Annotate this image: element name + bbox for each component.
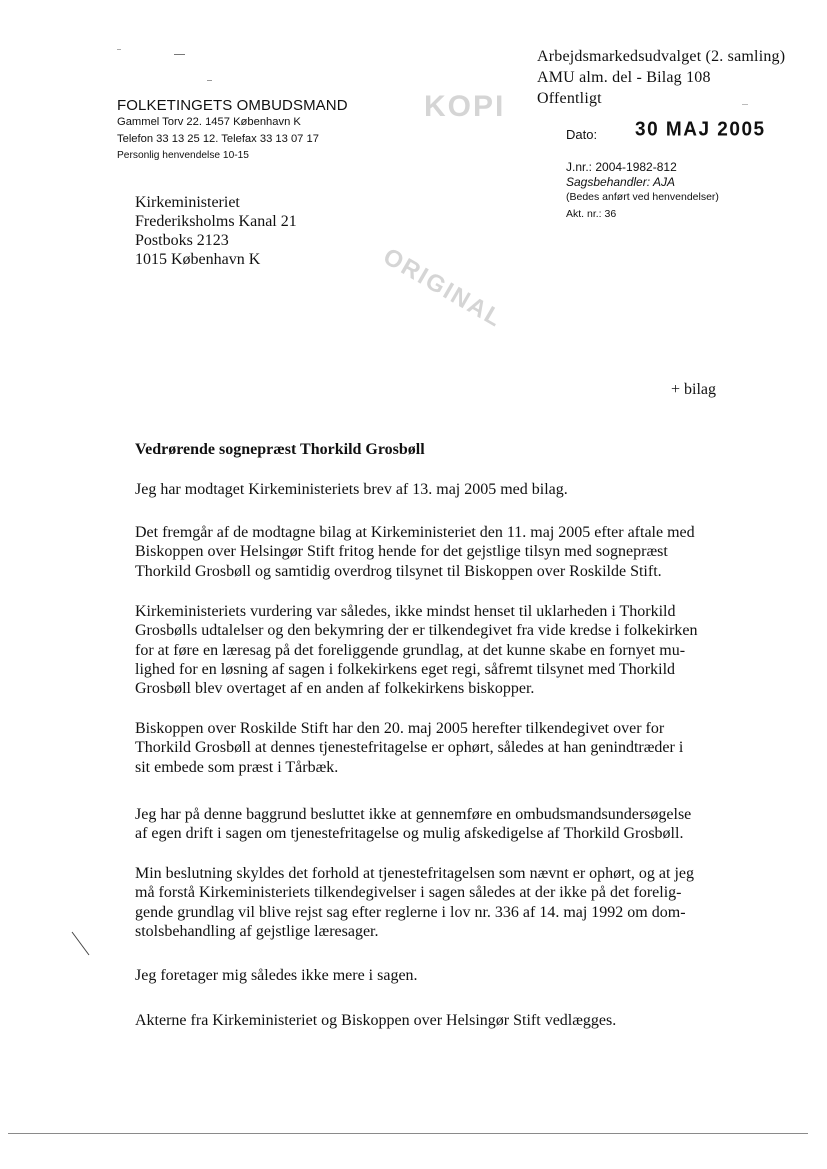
sender-hours: Personlig henvendelse 10-15: [117, 150, 249, 161]
body-line: må forstå Kirkeministeriets tilkendegivelser i sagen således at der ikke på det forelig-: [135, 884, 682, 902]
body-line: lighed for en løsning af sagen i folkekirkens eget regi, såfremt tilsynet med Thorkild: [135, 660, 676, 678]
body-line: Jeg har modtaget Kirkeministeriets brev af 13. maj 2005 med bilag.: [135, 481, 568, 498]
body-line: Akterne fra Kirkeministeriet og Biskoppen over Helsingør Stift vedlægges.: [135, 1012, 617, 1029]
body-line: Biskoppen over Roskilde Stift har den 20. maj 2005 herefter tilkendegivet over for: [135, 720, 665, 737]
subject-line: Vedrørende sognepræst Thorkild Grosbøll: [135, 441, 425, 458]
scan-speck: [117, 49, 121, 50]
body-line: Jeg foretager mig således ikke mere i sagen.: [135, 967, 418, 984]
body-paragraph: [135, 602, 720, 698]
body-line: Thorkild Grosbøll at dennes tjenestefritagelse er ophørt, således at han genindtræder i: [135, 739, 684, 757]
journal-number: J.nr.: 2004-1982-812: [566, 160, 677, 174]
body-line: af egen drift i sagen om tjenestefritagelse og mulig afskedigelse af Thorkild Grosbøll.: [135, 825, 684, 843]
archive-stamp-line-2: AMU alm. del - Bilag 108: [537, 69, 711, 86]
sender-phone: Telefon 33 13 25 12. Telefax 33 13 07 17: [117, 133, 319, 145]
scan-speck: [207, 80, 212, 81]
body-line: Grosbøll blev overtaget af en anden af folkekirkens biskopper.: [135, 680, 535, 698]
body-line: gende grundlag vil blive rejst sag efter reglerne i lov nr. 336 af 14. maj 1992 om dom-: [135, 903, 686, 921]
body-line: for at føre en læresag på det foreliggende grundlag, at det kunne skabe en fornyet mu-: [135, 641, 686, 659]
attachment-note: + bilag: [671, 381, 717, 398]
body-paragraph: [135, 719, 720, 777]
case-handler: Sagsbehandler: AJA: [566, 175, 675, 189]
body-line: Biskoppen over Helsingør Stift fritog hende for det gejstlige tilsyn med sognepræst: [135, 543, 668, 561]
recipient-line-1: Kirkeministeriet: [135, 194, 240, 211]
body-paragraph: [135, 1011, 720, 1030]
body-line: Thorkild Grosbøll og samtidig overdrog tilsynet til Biskoppen over Roskilde Stift.: [135, 562, 662, 580]
scan-speck: [742, 104, 748, 105]
body-line: Jeg har på denne baggrund besluttet ikke at gennemføre en ombudsmandsundersøgelse: [135, 806, 692, 823]
body-line: sit embede som præst i Tårbæk.: [135, 758, 339, 776]
body-line: Kirkeministeriets vurdering var således, ikke mindst henset til uklarheden i Thorkild: [135, 603, 676, 620]
date-value: 30 MAJ 2005: [635, 118, 766, 141]
body-line: Min beslutning skyldes det forhold at tjenestefritagelsen som nævnt er ophørt, og at jeg: [135, 865, 695, 882]
bottom-rule: [8, 1133, 808, 1134]
body-paragraph: [135, 805, 720, 844]
recipient-line-4: 1015 København K: [135, 251, 261, 268]
body-paragraph: [135, 523, 720, 581]
scan-speck: [174, 54, 185, 55]
body-line: stolsbehandling af gejstlige læresager.: [135, 922, 379, 940]
body-paragraph: [135, 864, 720, 941]
body-paragraph: [135, 480, 720, 499]
archive-stamp-line-1: Arbejdsmarkedsudvalget (2. samling): [537, 48, 786, 65]
archive-stamp-line-3: Offentligt: [537, 90, 602, 107]
copy-stamp: KOPI: [424, 90, 506, 123]
sender-address: Gammel Torv 22. 1457 København K: [117, 116, 301, 128]
body-line: Grosbølls udtalelser og den bekymring der er tilkendegivet fra vide kredse i folkekirken: [135, 622, 698, 640]
recipient-line-2: Frederiksholms Kanal 21: [135, 213, 297, 230]
margin-pen-mark: [70, 930, 92, 958]
date-label: Dato:: [566, 127, 598, 142]
sender-name: FOLKETINGETS OMBUDSMAND: [117, 97, 348, 114]
act-number: Akt. nr.: 36: [566, 208, 617, 220]
body-line: Det fremgår af de modtagne bilag at Kirkeministeriet den 11. maj 2005 efter aftale med: [135, 524, 695, 541]
reference-note: (Bedes anført ved henvendelser): [566, 191, 719, 203]
original-stamp: ORIGINAL: [378, 243, 508, 334]
body-paragraph: [135, 966, 720, 985]
recipient-line-3: Postboks 2123: [135, 232, 229, 249]
